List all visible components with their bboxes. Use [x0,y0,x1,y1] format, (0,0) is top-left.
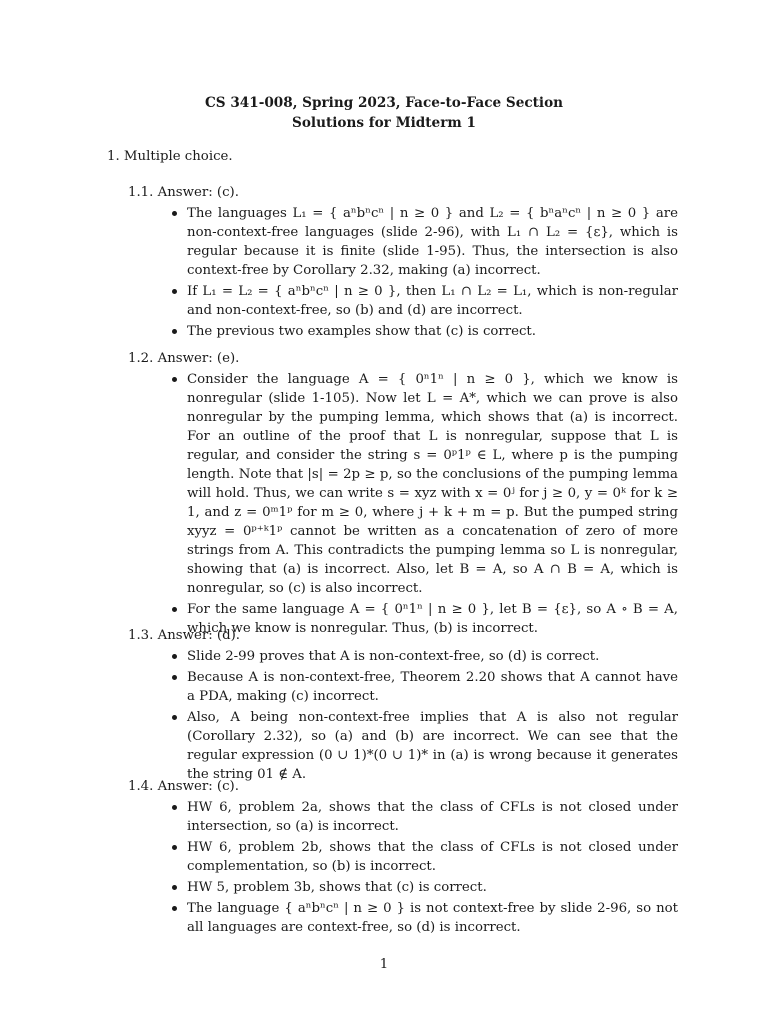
list-item: The languages L₁ = { aⁿbⁿcⁿ | n ≥ 0 } and L₂ = { bⁿaⁿcⁿ | n ≥ 0 } are non-context-free languages (slide 2-96), with L₁ ∩ L₂ = {ε}, which is regular because it is finite (slide 1-95). Thus, the intersection is also context-free by Corollary 2.32, making (a) incorrect. [166,204,678,280]
list-item: The language { aⁿbⁿcⁿ | n ≥ 0 } is not context-free by slide 2-96, so not all languages are context-free, so (d) is incorrect. [166,899,678,937]
list-item: The previous two examples show that (c) is correct. [166,322,678,341]
list-item: For the same language A = { 0ⁿ1ⁿ | n ≥ 0 }, let B = {ε}, so A ∘ B = A, which we know is nonregular. Thus, (b) is incorrect. [166,600,678,638]
title-line-2: Solutions for Midterm 1 [292,115,476,131]
section-heading: 1. Multiple choice. [107,149,233,164]
list-item: Slide 2-99 proves that A is non-context-free, so (d) is correct. [166,647,678,666]
answer-1-1: 1.1. Answer: (c). [128,185,239,200]
answer-1-3: 1.3. Answer: (d). [128,628,241,643]
list-item: HW 5, problem 3b, shows that (c) is correct. [166,878,678,897]
list-item: HW 6, problem 2a, shows that the class of CFLs is not closed under intersection, so (a) is incorrect. [166,798,678,836]
answer-1-4: 1.4. Answer: (c). [128,779,239,794]
page-number: 1 [379,957,389,972]
bullets-1-4 [166,798,678,939]
list-item: HW 6, problem 2b, shows that the class of CFLs is not closed under complementation, so (b) is incorrect. [166,838,678,876]
list-item: Also, A being non-context-free implies that A is also not regular (Corollary 2.32), so (a) and (b) are incorrect. We can see that the regular expression (0 ∪ 1)*(0 ∪ 1)* in (a) is wrong because it generates the string 01 ∉ A. [166,708,678,784]
bullets-1-3 [166,647,678,786]
list-item: Consider the language A = { 0ⁿ1ⁿ | n ≥ 0 }, which we know is nonregular (slide 1-105). Now let L = A*, which we can prove is also nonregular by the pumping lemma, which shows that (a) is incorrect. For an outline of the proof that L is nonregular, suppose that L is regular, and consider the string s = 0ᵖ1ᵖ ∈ L, where p is the pumping length. Note that |s| = 2p ≥ p, so the conclusions of the pumping lemma will hold. Thus, we can write s = xyz with x = 0ʲ for j ≥ 0, y = 0ᵏ for k ≥ 1, and z = 0ᵐ1ᵖ for m ≥ 0, where j + k + m = p. But the pumped string xyyz = 0ᵖ⁺ᵏ1ᵖ cannot be written as a concatenation of zero of more strings from A. This contradicts the pumping lemma so L is nonregular, showing that (a) is incorrect. Also, let B = A, so A ∩ B = A, which is nonregular, so (c) is also incorrect. [166,370,678,598]
list-item: If L₁ = L₂ = { aⁿbⁿcⁿ | n ≥ 0 }, then L₁ ∩ L₂ = L₁, which is non-regular and non-context-free, so (b) and (d) are incorrect. [166,282,678,320]
bullets-1-2 [166,370,678,640]
document-title [0,93,768,133]
list-item: Because A is non-context-free, Theorem 2.20 shows that A cannot have a PDA, making (c) incorrect. [166,668,678,706]
title-line-1: CS 341-008, Spring 2023, Face-to-Face Section [204,95,564,111]
bullets-1-1 [166,204,678,343]
answer-1-2: 1.2. Answer: (e). [128,351,240,366]
